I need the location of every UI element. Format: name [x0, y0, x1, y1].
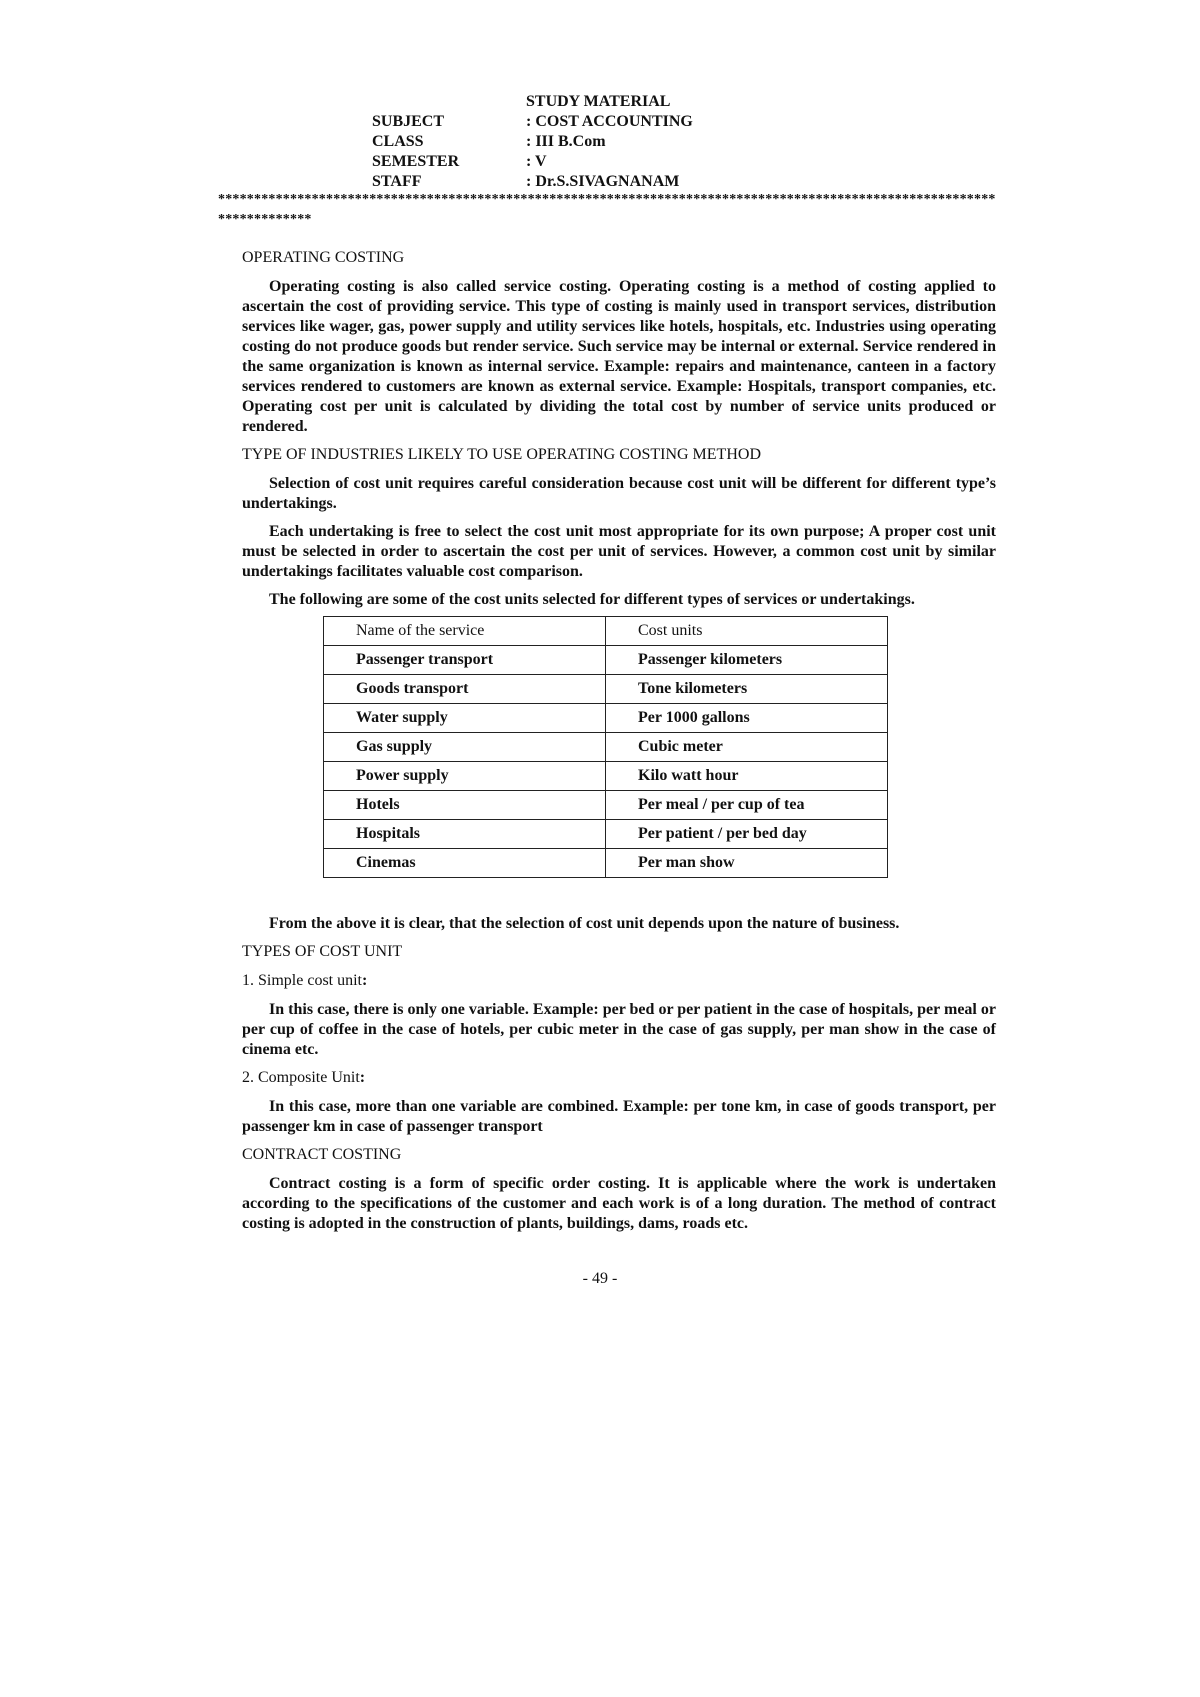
table-row [324, 820, 888, 849]
table-header-cell: Cost units [606, 617, 888, 646]
table-row [324, 733, 888, 762]
header-label: CLASS [372, 133, 424, 150]
table-cell-service: Hotels [324, 791, 606, 820]
paragraph-operating-costing: Operating costing is also called service costing. Operating costing is a method of costing applied to ascertain the cost of providing service. This type of costing is mainly used in transport services, distribution services like wager, gas, power supply and utility services like hotels, hospitals, etc. Industries using operating costing do not produce goods but render service. Such service may be internal or external. Service rendered in the same organization is known as internal service. Example: repairs and maintenance, canteen in a factory services rendered to customers are known as external service. Example: Hospitals, transport companies, etc. Operating cost per unit is calculated by dividing the total cost by number of service units produced or rendered. [242, 278, 996, 435]
table-row [324, 849, 888, 878]
heading-contract-costing: CONTRACT COSTING [242, 1146, 402, 1163]
paragraph-composite-unit: In this case, more than one variable are combined. Example: per tone km, in case of goods transport, per passenger km in case of passenger transport [242, 1098, 996, 1135]
table-row [324, 675, 888, 704]
composite-unit-colon: : [359, 1069, 366, 1086]
table-cell-service: Power supply [324, 762, 606, 791]
page-number: - 49 - [582, 1270, 618, 1287]
heading-industries: TYPE OF INDUSTRIES LIKELY TO USE OPERATING COSTING METHOD [242, 446, 761, 463]
header-label: SUBJECT [372, 113, 445, 130]
table-row [324, 646, 888, 675]
table-cell-unit: Passenger kilometers [606, 646, 888, 675]
header-row-class [372, 132, 693, 152]
header-value: : COST ACCOUNTING [526, 113, 693, 130]
table-row [324, 762, 888, 791]
simple-cost-unit-colon: : [362, 972, 368, 989]
document-header [372, 92, 693, 192]
header-row-subject [372, 112, 693, 132]
paragraph-simple-cost-unit: In this case, there is only one variable. Example: per bed or per patient in the case of hospitals, per meal or per cup of coffee in the case of hotels, per cubic meter in the case of gas supply, per man show in the case of cinema etc. [242, 1001, 996, 1058]
heading-operating-costing: OPERATING COSTING [242, 249, 405, 266]
table-cell-unit: Tone kilometers [606, 675, 888, 704]
heading-simple-cost-unit [242, 971, 996, 991]
table-cell-unit: Kilo watt hour [606, 762, 888, 791]
header-title: STUDY MATERIAL [526, 93, 671, 110]
table-row [324, 704, 888, 733]
table-cell-service: Goods transport [324, 675, 606, 704]
page-body [242, 248, 996, 1242]
table-row [324, 791, 888, 820]
header-value: : Dr.S.SIVAGNANAM [526, 173, 680, 190]
table-cell-unit: Cubic meter [606, 733, 888, 762]
table-cell-service: Gas supply [324, 733, 606, 762]
header-row-semester [372, 152, 693, 172]
table-header-row [324, 617, 888, 646]
paragraph-industries-1: Selection of cost unit requires careful consideration because cost unit will be different for different type’s undertakings. [242, 475, 996, 512]
cost-units-table [323, 616, 888, 878]
table-cell-unit: Per patient / per bed day [606, 820, 888, 849]
table-cell-unit: Per man show [606, 849, 888, 878]
composite-unit-label: 2. Composite Unit [242, 1069, 360, 1086]
table-cell-unit: Per meal / per cup of tea [606, 791, 888, 820]
simple-cost-unit-label: 1. Simple cost unit [242, 972, 362, 989]
asterisk-divider: ************************************************************************************************************************* [218, 192, 996, 227]
header-label: SEMESTER [372, 153, 460, 170]
paragraph-industries-2: Each undertaking is free to select the cost unit most appropriate for its own purpose; A proper cost unit must be selected in order to ascertain the cost per unit of services. However, a common cost unit by similar undertakings facilitates valuable cost comparison. [242, 523, 996, 580]
table-cell-service: Hospitals [324, 820, 606, 849]
table-cell-service: Water supply [324, 704, 606, 733]
heading-composite-unit [242, 1068, 996, 1088]
heading-types-of-cost-unit: TYPES OF COST UNIT [242, 943, 403, 960]
table-cell-unit: Per 1000 gallons [606, 704, 888, 733]
header-row-staff [372, 172, 693, 192]
header-value: : III B.Com [526, 133, 606, 150]
paragraph-after-table: From the above it is clear, that the selection of cost unit depends upon the nature of business. [269, 915, 900, 932]
header-label: STAFF [372, 173, 422, 190]
paragraph-contract-costing: Contract costing is a form of specific order costing. It is applicable where the work is undertaken according to the specifications of the customer and each work is of a long duration. The method of contract costing is adopted in the construction of plants, buildings, dams, roads etc. [242, 1175, 996, 1232]
table-cell-service: Passenger transport [324, 646, 606, 675]
header-value: : V [526, 153, 547, 170]
paragraph-industries-3: The following are some of the cost units selected for different types of services or undertakings. [269, 591, 915, 608]
table-cell-service: Cinemas [324, 849, 606, 878]
table-header-cell: Name of the service [324, 617, 606, 646]
